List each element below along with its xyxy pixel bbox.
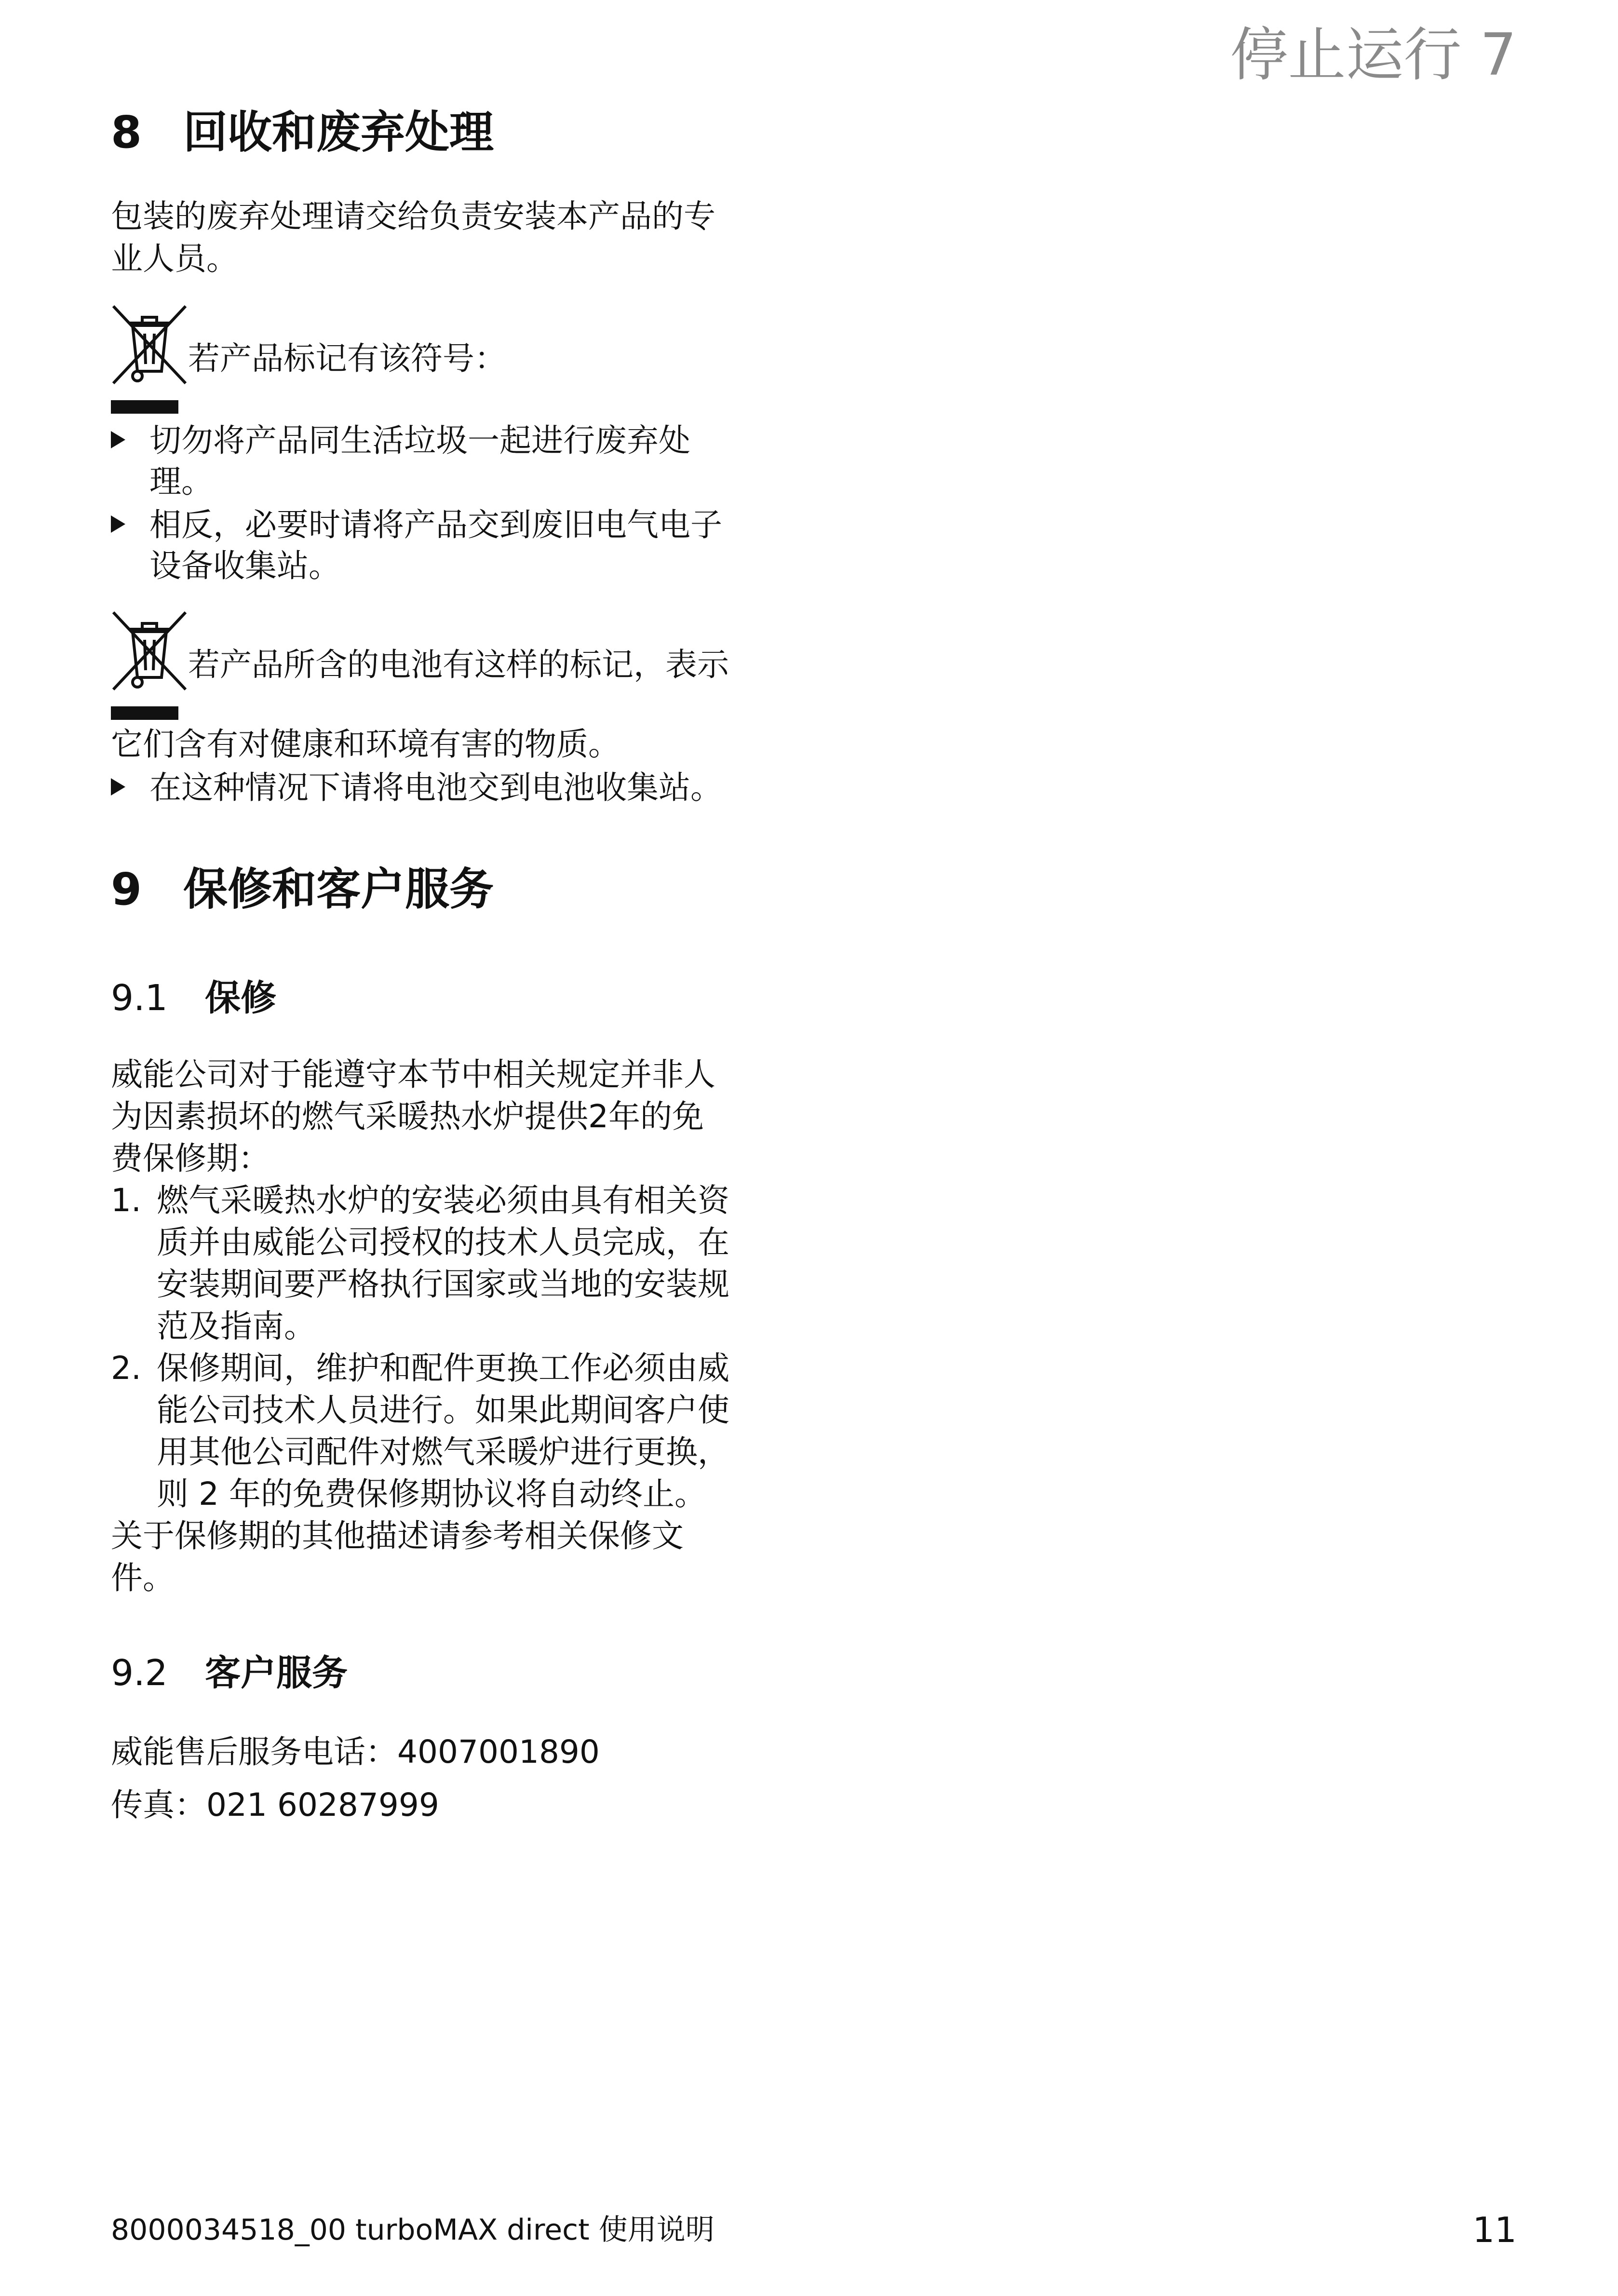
subsection-title: 客户服务 xyxy=(205,1652,348,1694)
symbol-1-caption: 若产品标记有该符号： xyxy=(188,340,506,377)
warranty-intro-line3: 费保修期： xyxy=(111,1140,270,1177)
numbered-item xyxy=(111,1347,851,1390)
item-continuation: 能公司技术人员进行。如果此期间客户使 xyxy=(157,1391,729,1429)
item-text: 保修期间，维护和配件更换工作必须由威 xyxy=(157,1350,729,1387)
bullet-triangle-icon xyxy=(111,431,125,448)
item-continuation: 则 2 年的免费保修期协议将自动终止。 xyxy=(157,1475,706,1513)
subsection-number: 9.1 xyxy=(111,977,168,1019)
running-head: 停止运行 7 xyxy=(1230,22,1517,89)
numbered-item xyxy=(111,1179,851,1222)
section-title: 保修和客户服务 xyxy=(183,864,494,915)
warranty-outro-line2: 件。 xyxy=(111,1559,175,1596)
bullet-item xyxy=(111,504,844,546)
bullet-item xyxy=(111,419,844,462)
bullet-triangle-icon xyxy=(111,778,125,796)
service-fax: 传真：021 60287999 xyxy=(111,1786,439,1823)
item-number: 1. xyxy=(111,1182,141,1219)
section-number: 8 xyxy=(111,107,142,158)
bullet-continuation: 设备收集站。 xyxy=(149,547,340,584)
bullet-text: 相反，必要时请将产品交到废旧电气电子 xyxy=(149,506,722,543)
item-continuation: 范及指南。 xyxy=(157,1308,316,1345)
warranty-intro-line2: 为因素损坏的燃气采暖热水炉提供2年的免 xyxy=(111,1098,704,1135)
subsection-9-1-heading xyxy=(111,974,805,1022)
service-phone: 威能售后服务电话：4007001890 xyxy=(111,1733,600,1770)
bullet-triangle-icon xyxy=(111,515,125,533)
item-continuation: 质并由威能公司授权的技术人员完成，在 xyxy=(157,1224,729,1261)
subsection-9-2-heading xyxy=(111,1649,805,1697)
section-number: 9 xyxy=(111,864,142,915)
warranty-intro-line1: 威能公司对于能遵守本节中相关规定并非人 xyxy=(111,1056,715,1093)
subsection-title: 保修 xyxy=(205,977,276,1019)
item-number: 2. xyxy=(111,1350,141,1387)
bullet-continuation: 理。 xyxy=(149,463,213,500)
page-number: 11 xyxy=(1472,2210,1517,2250)
symbol-2-continued: 它们含有对健康和环境有害的物质。 xyxy=(111,726,620,763)
footer-doc-id: 8000034518_00 turboMAX direct 使用说明 xyxy=(111,2213,715,2247)
item-text: 燃气采暖热水炉的安装必须由具有相关资 xyxy=(157,1182,729,1219)
item-continuation: 用其他公司配件对燃气采暖炉进行更换， xyxy=(157,1433,729,1471)
subsection-number: 9.2 xyxy=(111,1652,168,1694)
bullet-text: 切勿将产品同生活垃圾一起进行废弃处 xyxy=(149,422,690,459)
section-8-heading xyxy=(111,104,805,162)
section-8-intro-line1: 包装的废弃处理请交给负责安装本产品的专 xyxy=(111,198,715,235)
black-bar-underline xyxy=(111,400,178,414)
section-title: 回收和废弃处理 xyxy=(183,107,494,158)
symbol-2-caption: 若产品所含的电池有这样的标记，表示 xyxy=(188,646,729,683)
crossed-out-battery-bin-icon xyxy=(111,610,188,692)
item-continuation: 安装期间要严格执行国家或当地的安装规 xyxy=(157,1266,729,1303)
section-9-heading xyxy=(111,861,805,918)
warranty-outro-line1: 关于保修期的其他描述请参考相关保修文 xyxy=(111,1517,684,1554)
section-8-intro-line2: 业人员。 xyxy=(111,240,238,277)
black-bar-underline xyxy=(111,706,178,720)
bullet-text: 在这种情况下请将电池交到电池收集站。 xyxy=(149,769,722,806)
crossed-out-wheelie-bin-icon xyxy=(111,304,188,386)
bullet-item xyxy=(111,767,844,809)
